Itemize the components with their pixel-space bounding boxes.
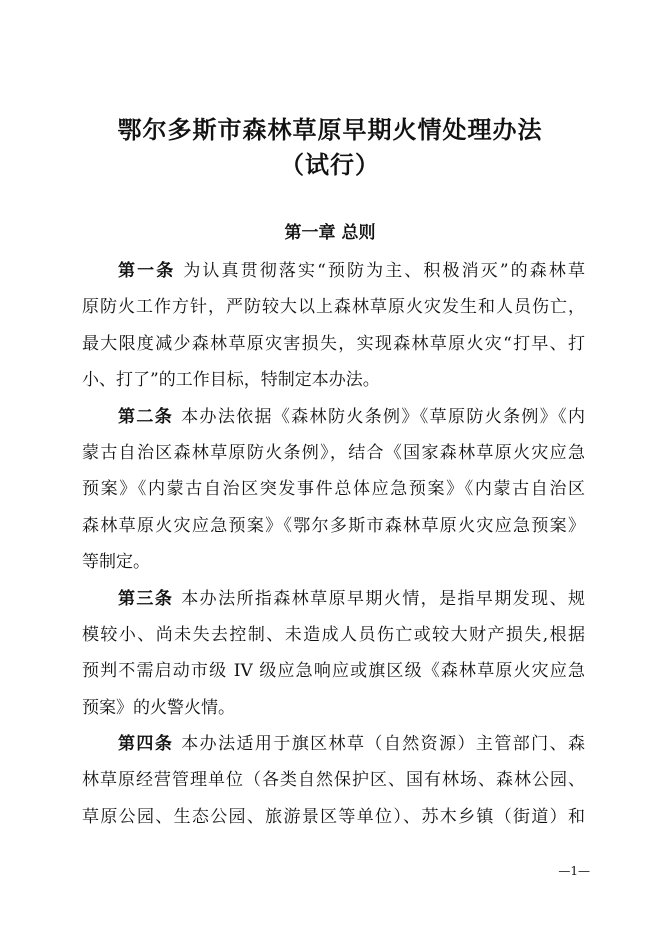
page-number: —1— — [558, 864, 590, 878]
article-text: 本办法所指森林草原早期火情，是指早期发现、规 — [181, 588, 585, 609]
article-1-line-2: 原防火工作方针，严防较大以上森林草原火灾发生和人员伤亡， — [82, 297, 585, 318]
article-text: 本办法依据《森林防火条例》《草原防火条例》《内 — [181, 406, 585, 427]
document-title: 鄂尔多斯市森林草原早期火情处理办法 — [117, 116, 543, 144]
document-subtitle: （试行） — [280, 151, 380, 179]
article-2-line-5: 等制定。 — [82, 552, 150, 573]
article-text: 为认真贯彻落实“预防为主、积极消灭”的森林草 — [183, 261, 585, 281]
article-label: 第二条 — [118, 406, 174, 427]
article-1-line-1 — [82, 253, 585, 289]
article-3-line-4: 预案》的火警火情。 — [82, 697, 235, 718]
article-4-line-2: 林草原经营管理单位（各类自然保护区、国有林场、森林公园、 — [82, 770, 585, 791]
article-2-line-1 — [82, 399, 585, 435]
chapter-heading: 第一章 总则 — [284, 223, 376, 243]
document-body — [82, 253, 585, 835]
article-1-line-3: 最大限度减少森林草原灾害损失，实现森林草原火灾“打早、打 — [82, 333, 585, 354]
article-text: 本办法适用于旗区林草（自然资源）主管部门、森 — [181, 734, 585, 755]
article-2-line-4: 森林草原火灾应急预案》《鄂尔多斯市森林草原火灾应急预案》 — [82, 515, 585, 536]
article-label: 第四条 — [118, 734, 174, 755]
article-4-line-1 — [82, 726, 585, 762]
article-3-line-3: 预判不需启动市级 IV 级应急响应或旗区级《森林草原火灾应急 — [82, 661, 585, 682]
article-2-line-3: 预案》《内蒙古自治区突发事件总体应急预案》《内蒙古自治区 — [82, 479, 585, 500]
article-1-line-4: 小、打了”的工作目标，特制定本办法。 — [82, 370, 380, 391]
article-label: 第三条 — [118, 588, 174, 609]
article-2-line-2: 蒙古自治区森林草原防火条例》，结合《国家森林草原火灾应急 — [82, 442, 585, 463]
article-3-line-2: 模较小、尚未失去控制、未造成人员伤亡或较大财产损失,根据 — [82, 624, 585, 645]
article-4-line-3: 草原公园、生态公园、旅游景区等单位）、苏木乡镇（街道）和 — [82, 806, 585, 827]
article-label: 第一条 — [118, 261, 176, 281]
article-3-line-1 — [82, 581, 585, 617]
